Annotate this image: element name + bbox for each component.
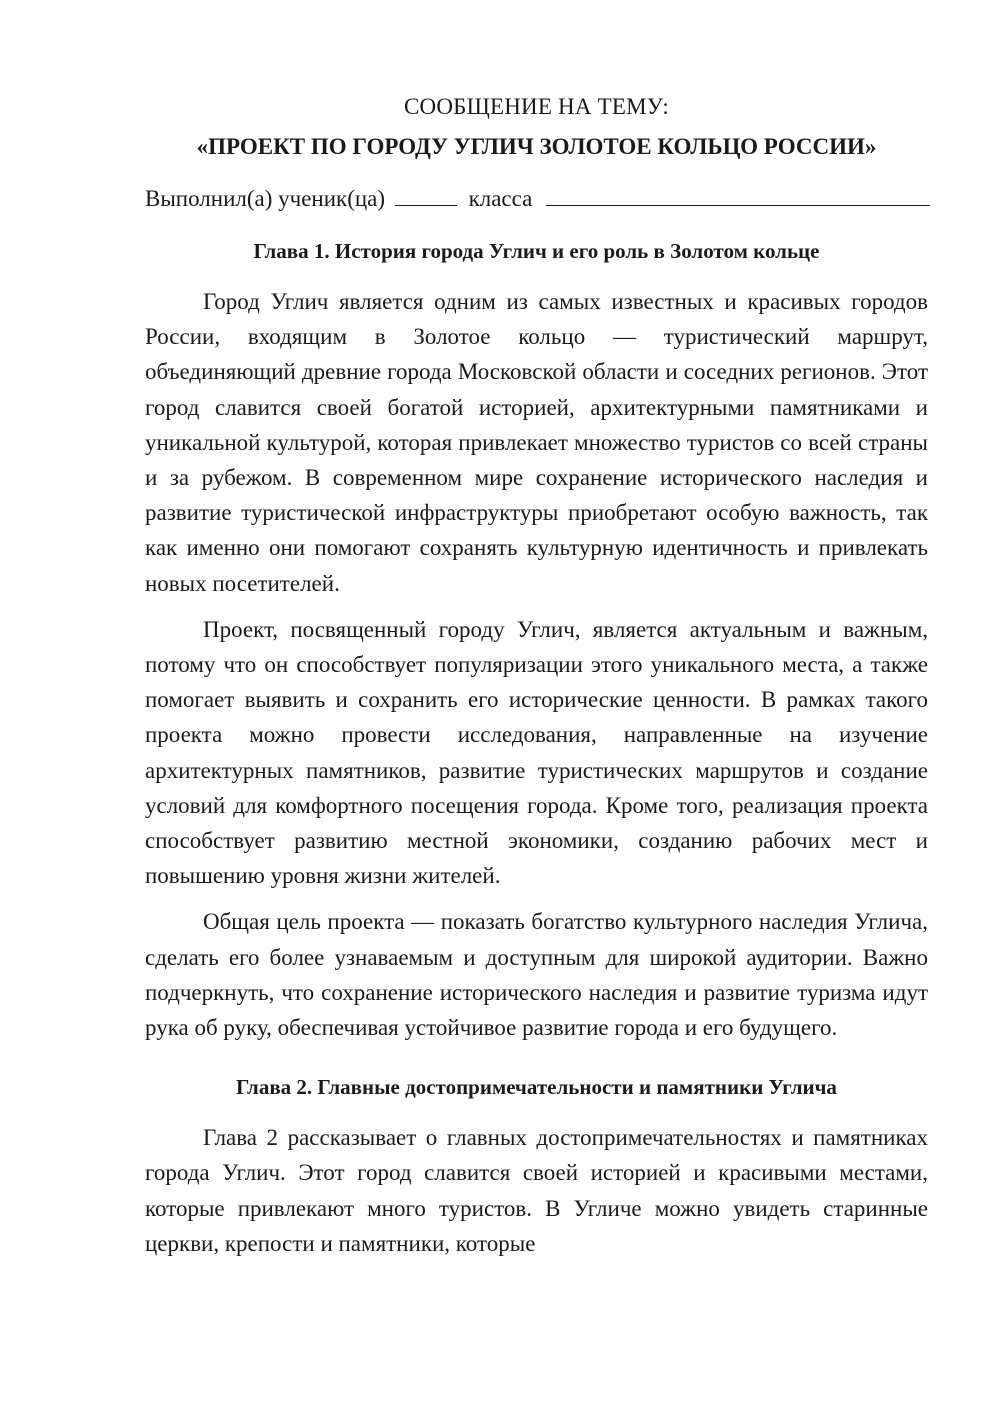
chapter-1-paragraph-1: Город Углич является одним из самых известных и красивых городов России, входящим в Золотое кольцо — туристический маршрут, объединяющий древние города Московской области и соседних регионов. Этот город славится своей богатой историей, архитектурными памятниками и уникальной культурой, которая привлекает множество туристов со всей страны и за рубежом. В современном мире сохранение исторического наследия и развитие туристической инфраструктуры приобретают особую важность, так как именно они помогают сохранять культурную идентичность и привлекать новых посетителей.	[145, 289, 928, 596]
document-page	[145, 92, 928, 1261]
author-line	[145, 184, 928, 214]
student-name-blank	[546, 185, 930, 206]
class-number-blank	[395, 185, 457, 206]
class-label: класса	[468, 186, 533, 211]
chapter-1-title: Глава 1. История города Углич и его роль в Золотом кольце	[253, 239, 820, 263]
chapter-1-paragraph-2: Проект, посвященный городу Углич, является актуальным и важным, потому что он способствует популяризации этого уникального места, а также помогает выявить и сохранить его исторические ценности. В рамках такого проекта можно провести исследования, направленные на изучение архитектурных памятников, развитие туристических маршрутов и создание условий для комфортного посещения города. Кроме того, реализация проекта способствует развитию местной экономики, созданию рабочих мест и повышению уровня жизни жителей.	[145, 616, 928, 889]
chapter-1-paragraph-3: Общая цель проекта — показать богатство культурного наследия Углича, сделать его более узнаваемым и доступным для широкой аудитории. Важно подчеркнуть, что сохранение исторического наследия и развитие туризма идут рука об руку, обеспечивая устойчивое развитие города и его будущего.	[145, 909, 928, 1041]
chapter-2-title: Глава 2. Главные достопримечательности и памятники Углича	[236, 1075, 837, 1100]
author-prefix: Выполнил(а) ученик(ца)	[145, 186, 386, 211]
document-title: «ПРОЕКТ ПО ГОРОДУ УГЛИЧ ЗОЛОТОЕ КОЛЬЦО РОССИИ»	[196, 134, 877, 159]
document-heading-subject: СООБЩЕНИЕ НА ТЕМУ:	[404, 94, 669, 119]
chapter-2-paragraph-1: Глава 2 рассказывает о главных достопримечательностях и памятниках города Углич. Этот город славится своей историей и красивыми местами, которые привлекают много туристов. В Угличе можно увидеть старинные церкви, крепости и памятники, которые	[145, 1125, 928, 1256]
